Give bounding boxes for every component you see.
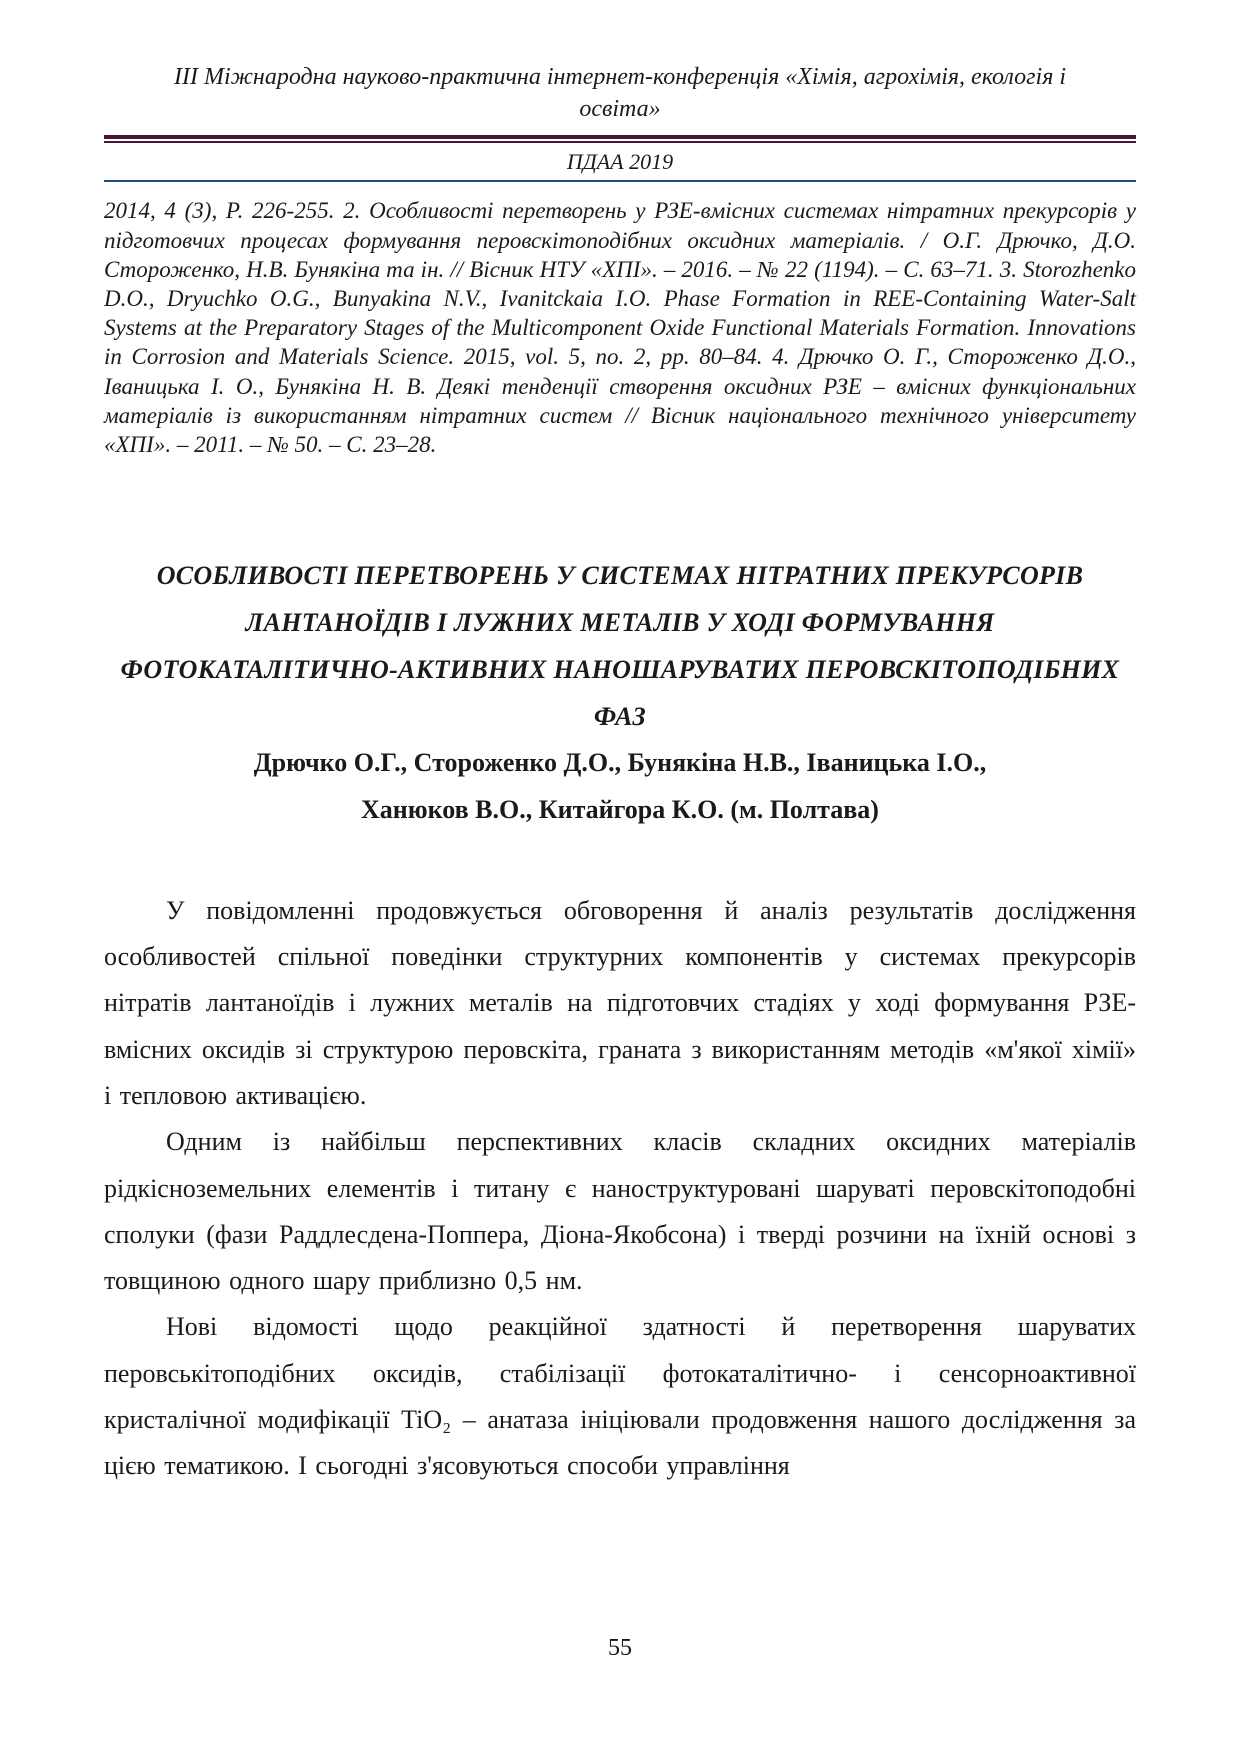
- references-paragraph: 2014, 4 (3), Р. 226-255. 2. Особливості перетворень у РЗЕ-вмісних системах нітратних прекурсорів у підготовчих процесах формування перовскітоподібних оксидних матеріалів. / О.Г. Дрючко, Д.О. Стороженко, Н.В. Бунякіна та ін. // Вісник НТУ «ХПІ». – 2016. – № 22 (1194). – С. 63–71. 3. Storozhenko D.O., Dryuchko O.G., Bunyakina N.V., Ivanitckaia I.O. Phase Formation in REE-Containing Water-Salt Systems at the Preparatory Stages of the Multicomponent Oxide Functional Materials Formation. Innovations in Corrosion and Materials Science. 2015, vol. 5, no. 2, рр. 80–84. 4. Дрючко О. Г., Стороженко Д.О., Іваницька І. О., Бунякіна Н. В. Деякі тенденції створення оксидних РЗЕ – вмісних функціональних матеріалів із використанням нітратних систем // Вісник національного технічного університету «ХПІ». – 2011. – № 50. – С. 23–28.: [104, 198, 1136, 457]
- page-footer: [0, 1635, 1240, 1662]
- authors-line-1: Дрючко О.Г., Стороженко Д.О., Бунякіна Н.В., Іваницька І.О.,: [253, 748, 987, 778]
- article-body: [104, 888, 1136, 1489]
- article-authors: [104, 740, 1136, 834]
- conference-header: ІІІ Міжнародна науково-практична інтернет-конференція «Хімія, агрохімія, екологія і освіта»: [173, 64, 1067, 122]
- article-title: ОСОБЛИВОСТІ ПЕРЕТВОРЕНЬ У СИСТЕМАХ НІТРАТНИХ ПРЕКУРСОРІВ ЛАНТАНОЇДІВ І ЛУЖНИХ МЕТАЛІВ У ХОДІ ФОРМУВАННЯ ФОТОКАТАЛІТИЧНО-АКТИВНИХ НАНОШАРУВАТИХ ПЕРОВСКІТОПОДІБНИХ ФАЗ: [120, 561, 1120, 731]
- edition-divider: [104, 180, 1136, 182]
- authors-line-2: Ханюков В.О., Китайгора К.О. (м. Полтава): [361, 795, 879, 825]
- body-paragraph-1: У повідомленні продовжується обговорення й аналіз результатів дослідження особливостей спільної поведінки структурних компонентів у системах прекурсорів нітратів лантаноїдів і лужних металів на підготовчих стадіях у ході формування РЗЕ-вмісних оксидів зі структурою перовскіта, граната з використанням методів «м'якої хімії» і тепловою активацією.: [104, 895, 1136, 1111]
- running-head: [104, 62, 1136, 182]
- body-paragraph-3: Нові відомості щодо реакційної здатності й перетворення шаруватих перовськітоподібних оксидів, стабілізації фотокаталітично- і сенсорноактивної кристалічної модифікації TiO₂ – анатаза ініціювали продовження нашого дослідження за цією тематикою. І сьогодні з'ясовуються способи управління: [104, 1312, 1136, 1481]
- page-number: 55: [608, 1635, 632, 1661]
- header-divider: [104, 135, 1136, 143]
- edition-label: ПДАА 2019: [566, 149, 674, 175]
- body-paragraph-2: Одним із найбільш перспективних класів складних оксидних матеріалів рідкісноземельних елементів і титану є наноструктуровані шаруваті перовскітоподобні сполуки (фази Раддлесдена-Поппера, Діона-Якобсона) і тверді розчини на їхній основі з товщиною одного шару приблизно 0,5 нм.: [104, 1127, 1136, 1296]
